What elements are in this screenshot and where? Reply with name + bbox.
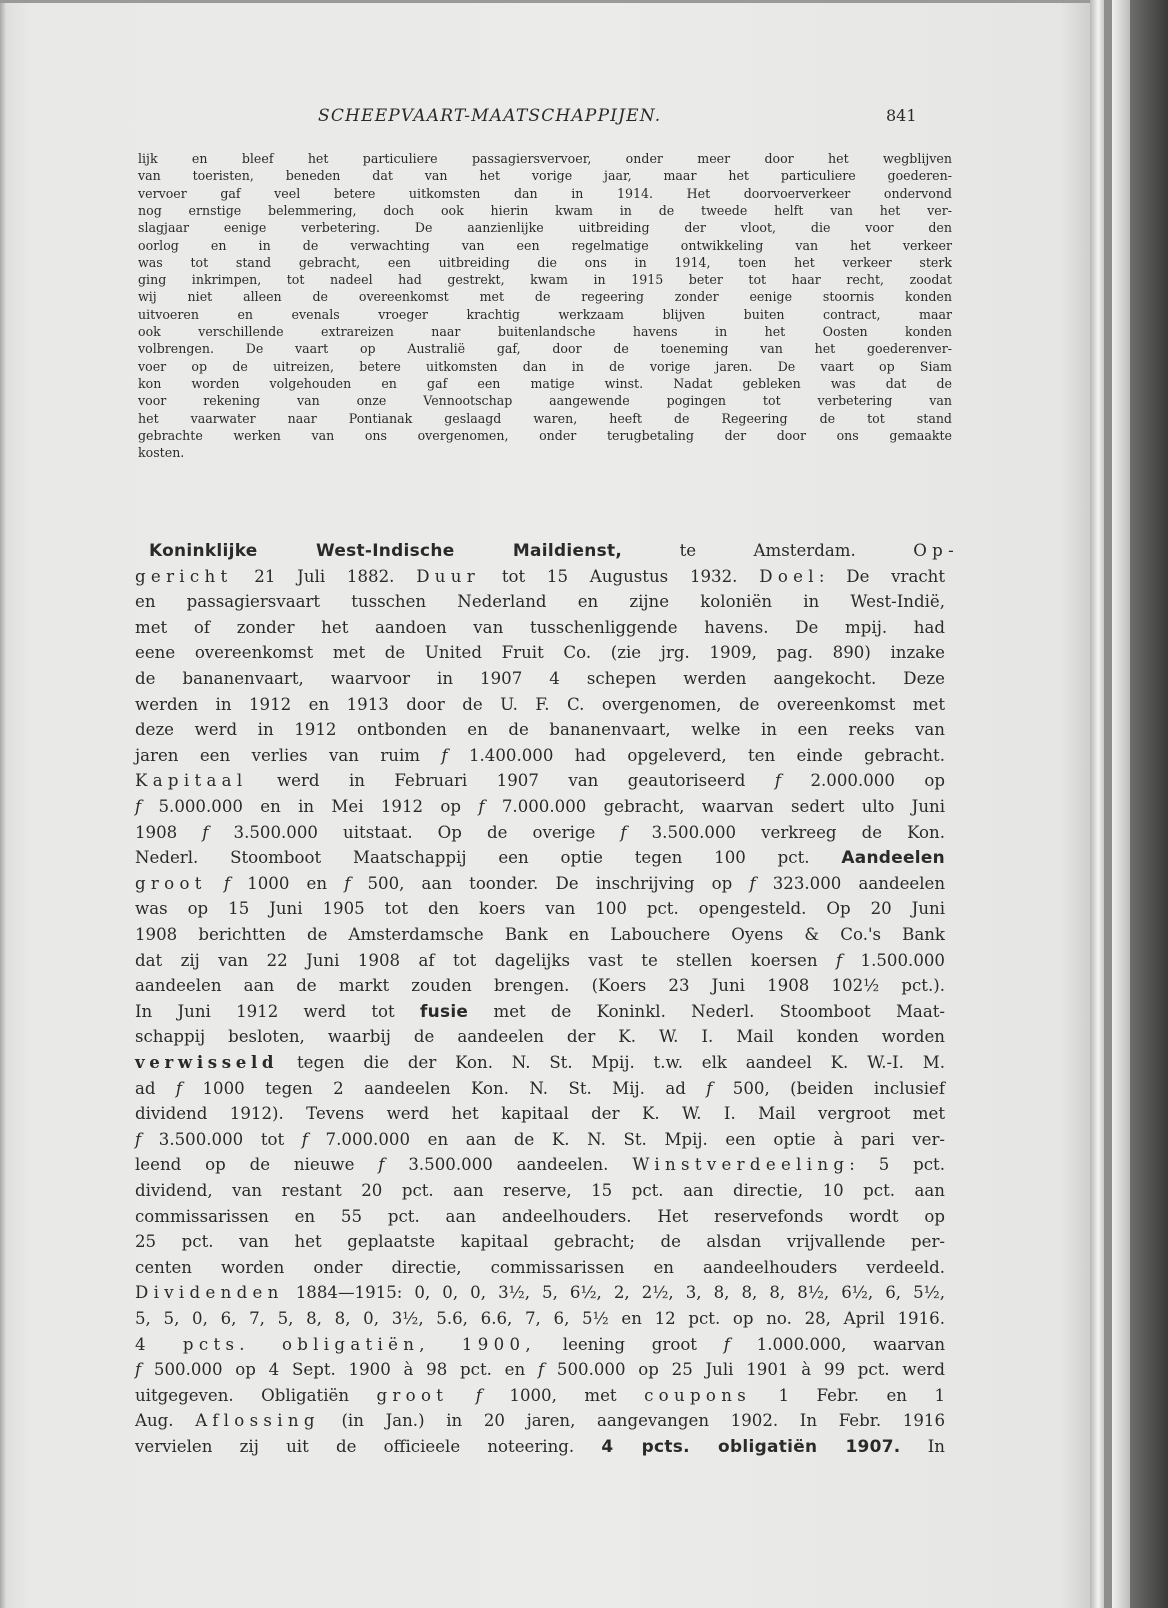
text-segment: (in Jan.) in 20 jaren, aangevangen 1902. In Febr. 1916 [319, 1411, 945, 1431]
text-line [138, 271, 952, 288]
spaced-emphasis-text: Kapitaal [135, 771, 248, 791]
text-segment: van toeristen, beneden dat van het vorige jaar, maar het particuliere goederen- [138, 168, 952, 184]
text-line [135, 1306, 945, 1331]
text-segment: de bananenvaart, waarvoor in 1907 4 schepen werden aangekocht. Deze [135, 669, 945, 688]
text-segment: wij niet alleen de overeenkomst met de regeering zonder eenige stoornis konden [138, 289, 952, 305]
text-segment: jaren een verlies van ruim [135, 745, 442, 765]
bold-heading-text: Aandeelen [841, 847, 945, 868]
text-segment: 500.000 op 4 Sept. 1900 à 98 pct. en [141, 1360, 538, 1380]
text-segment: 500.000 op 25 Juli 1901 à 99 pct. werd [544, 1360, 945, 1380]
text-segment: lijk en bleef het particuliere passagiersvervoer, onder meer door het wegblijven [138, 151, 952, 166]
text-line [138, 288, 952, 305]
text-segment [448, 1386, 475, 1405]
text-segment: was op 15 Juni 1905 tot den koers van 100 pct. opengesteld. Op 20 Juni [135, 899, 945, 919]
text-segment: tot 15 Augustus 1932. [480, 566, 760, 586]
text-line [135, 1050, 945, 1075]
florin-symbol: f [835, 950, 843, 970]
text-line [138, 358, 952, 375]
text-segment: uitvoeren en evenals vroeger krachtig werkzaam blijven buiten contract, maar [138, 306, 952, 322]
text-segment: 1884—1915: 0, 0, 0, 3½, 5, 6½, 2, 2½, 3, 8, 8, 8, 8½, 6½, 6, 5½, [283, 1283, 945, 1303]
page-number: 841 [886, 106, 917, 125]
text-segment: met de Koninkl. Nederl. Stoomboot Maat- [468, 1001, 945, 1021]
florin-symbol: f [135, 797, 142, 816]
text-segment: te Amsterdam. [622, 541, 914, 560]
text-segment: 5.000.000 en in Mei 1912 op [141, 797, 479, 816]
text-line [135, 1255, 945, 1280]
text-line [135, 1127, 945, 1152]
text-segment: voor rekening van onze Vennootschap aangewende pogingen tot verbetering van [138, 393, 952, 409]
text-segment: 7.000.000 gebracht, waarvan sedert ulto Juni [484, 797, 946, 816]
text-segment: 1000 tegen 2 aandeelen Kon. N. St. Mij. ad [182, 1078, 707, 1098]
text-segment: werd in Februari 1907 van geautoriseerd [247, 771, 775, 791]
text-segment: 2.000.000 op [781, 771, 945, 791]
text-line [138, 202, 952, 219]
page-stack-edge [1090, 0, 1104, 1608]
text-segment: 500, aan toonder. De inschrijving op [350, 873, 750, 893]
text-line [135, 1280, 945, 1305]
text-segment: ging inkrimpen, tot nadeel had gestrekt, kwam in 1915 beter tot haar recht, zoodat [138, 272, 952, 288]
text-segment: deze werd in 1912 ontbonden en de bananenvaart, welke in een reeks van [135, 720, 945, 740]
spaced-emphasis-text: Duur [416, 566, 481, 586]
text-line [138, 185, 952, 202]
text-segment: vervoer gaf veel betere uitkomsten dan in 1914. Het doorvoerverkeer ondervond [138, 185, 952, 201]
text-line [138, 219, 952, 236]
text-segment: 7.000.000 en aan de K. N. St. Mpij. een optie à pari ver- [307, 1129, 945, 1149]
text-line [135, 692, 945, 717]
text-line [135, 896, 945, 921]
florin-symbol: f [441, 745, 448, 765]
text-segment: 1908 [135, 822, 203, 842]
florin-symbol: f [475, 1385, 482, 1405]
text-segment: dividend, van restant 20 pct. aan reserve, 15 pct. aan directie, 10 pct. aan [135, 1181, 945, 1200]
bold-heading-text: Koninklijke West-Indische Maildienst, [149, 540, 623, 560]
text-segment: Nederl. Stoomboot Maatschappij een optie tegen 100 pct. [135, 848, 842, 868]
text-segment: : 5 pct. [849, 1155, 945, 1175]
text-line [135, 922, 945, 947]
bold-heading-text: fusie [419, 1000, 469, 1021]
text-line [138, 375, 952, 392]
text-segment: oorlog en in de verwachting van een regelmatige ontwikkeling van het verkeer [138, 237, 952, 253]
spaced-emphasis-text: Winstverdeeling [632, 1155, 850, 1175]
florin-symbol: f [223, 873, 231, 893]
text-segment: 323.000 aandeelen [755, 873, 946, 893]
page-stack-edge [1104, 0, 1112, 1608]
spaced-emphasis-text: gericht [135, 566, 233, 586]
text-line [135, 1383, 945, 1408]
text-line [138, 444, 952, 461]
text-line [135, 820, 945, 845]
florin-symbol: f [723, 1334, 730, 1354]
text-line [135, 666, 945, 691]
text-segment: 25 pct. van het geplaatste kapitaal gebracht; de alsdan vrijvallende per- [135, 1232, 945, 1252]
spaced-emphasis-text: verwisseld [135, 1052, 279, 1072]
text-line [135, 1204, 945, 1229]
text-segment: 1.500.000 [842, 950, 945, 970]
text-line [135, 948, 945, 973]
text-segment: het vaarwater naar Pontianak geslaagd waren, heeft de Regeering de tot stand [138, 410, 952, 426]
text-segment: Aug. [135, 1411, 196, 1431]
text-segment: commissarissen en 55 pct. aan andeelhouders. Het reservefonds wordt op [135, 1206, 945, 1226]
text-segment: leend op de nieuwe [135, 1155, 379, 1175]
text-segment: 500, (beiden inclusief [712, 1078, 945, 1098]
text-line [138, 323, 952, 340]
text-line [138, 150, 952, 167]
florin-symbol: f [135, 1129, 142, 1149]
text-segment: gebrachte werken van ons overgenomen, onder terugbetaling der door ons gemaakte [138, 427, 952, 443]
page-left-edge [0, 0, 6, 1608]
text-line [135, 1408, 945, 1433]
text-line [135, 615, 945, 640]
spaced-emphasis-text: 4 pcts. obligatiën, 1900, [135, 1334, 537, 1354]
text-line [138, 237, 952, 254]
florin-symbol: f [478, 797, 485, 816]
text-line [138, 392, 952, 409]
text-line [138, 410, 952, 427]
text-line [135, 1101, 945, 1126]
text-segment: dat zij van 22 Juni 1908 af tot dagelijks vast te stellen koersen [135, 950, 836, 970]
text-segment: 21 Juli 1882. [232, 566, 417, 586]
text-line [138, 167, 952, 184]
book-binding-edge [1130, 0, 1168, 1608]
spaced-emphasis-text: groot [376, 1385, 449, 1405]
text-line [135, 1076, 945, 1101]
text-line [135, 871, 945, 896]
spaced-emphasis-text: groot [135, 873, 207, 893]
text-line [135, 717, 945, 742]
text-line [135, 1434, 945, 1459]
text-segment: 1000 en [230, 873, 345, 893]
florin-symbol: f [175, 1078, 183, 1098]
text-line [135, 1332, 945, 1357]
text-segment: 3.500.000 aandeelen. [384, 1155, 633, 1175]
text-line [135, 1357, 945, 1382]
text-segment: ook verschillende extrareizen naar buitenlandsche havens in het Oosten konden [138, 324, 952, 339]
text-line [138, 254, 952, 271]
text-segment: ad [135, 1078, 176, 1098]
text-line [138, 427, 952, 444]
text-segment: schappij besloten, waarbij de aandeelen der K. W. I. Mail konden worden [135, 1027, 945, 1047]
scan-top-edge [0, 0, 1168, 3]
text-line [135, 1024, 945, 1049]
text-line [138, 306, 952, 323]
text-segment: 1.400.000 had opgeleverd, ten einde gebracht. [447, 745, 945, 765]
text-segment: en passagiersvaart tusschen Nederland en zijne koloniën in West-Indië, [135, 592, 945, 612]
text-segment: 3.500.000 uitstaat. Op de overige [208, 822, 621, 842]
text-segment: : De vracht [818, 566, 946, 586]
text-segment: 1908 berichtten de Amsterdamsche Bank en Labouchere Oyens & Co.'s Bank [135, 925, 945, 944]
text-segment: centen worden onder directie, commissarissen en aandeelhouders verdeeld. [135, 1257, 945, 1277]
florin-symbol: f [202, 822, 209, 842]
text-line [135, 564, 945, 589]
text-segment: aandeelen aan de markt zouden brengen. (Koers 23 Juni 1908 102½ pct.). [135, 976, 945, 996]
florin-symbol: f [344, 873, 351, 893]
spaced-emphasis-text: Doel [759, 566, 819, 586]
text-line [135, 743, 945, 768]
text-segment: vervielen zij uit de officieele noteering. [135, 1437, 602, 1456]
spaced-emphasis-text: Op- [913, 541, 959, 560]
text-segment: met of zonder het aandoen van tusschenliggende havens. De mpij. had [135, 617, 945, 637]
text-line [135, 640, 945, 665]
text-segment: dividend 1912). Tevens werd het kapitaal der K. W. I. Mail vergroot met [135, 1104, 945, 1124]
text-line [135, 1229, 945, 1254]
text-segment: uitgegeven. Obligatiën [135, 1385, 377, 1405]
text-segment: kosten. [138, 445, 185, 461]
florin-symbol: f [620, 822, 627, 842]
text-segment: 3.500.000 verkreeg de Kon. [626, 822, 945, 842]
text-segment: 5, 5, 0, 6, 7, 5, 8, 8, 0, 3½, 5.6, 6.6, 7, 6, 5½ en 12 pct. op no. 28, April 1916. [135, 1309, 945, 1328]
text-segment: volbrengen. De vaart op Australië gaf, door de toeneming van het goederenver- [138, 341, 952, 357]
text-segment: In Juni 1912 werd tot [135, 1001, 420, 1021]
florin-symbol: f [135, 1360, 142, 1380]
text-segment: voer op de uitreizen, betere uitkomsten dan in de vorige jaren. De vaart op Siam [138, 358, 952, 374]
text-segment: In [900, 1437, 945, 1456]
text-segment [207, 874, 224, 893]
text-segment: 1.000.000, waarvan [729, 1334, 946, 1354]
text-segment: nog ernstige belemmering, doch ook hierin kwam in de tweede helft van het ver- [138, 202, 952, 218]
florin-symbol: f [706, 1078, 713, 1098]
spaced-emphasis-text: Dividenden [135, 1283, 284, 1303]
text-line [138, 340, 952, 357]
text-segment: leening groot [536, 1334, 724, 1354]
text-line [135, 794, 945, 819]
text-line [135, 768, 945, 793]
text-segment: eene overeenkomst met de United Fruit Co. (zie jrg. 1909, pag. 890) inzake [135, 643, 945, 663]
spaced-emphasis-text: coupons [644, 1385, 752, 1405]
spaced-emphasis-text: Aflossing [195, 1411, 320, 1431]
text-line [135, 589, 945, 614]
text-segment: 1000, met [481, 1385, 645, 1405]
text-segment: slagjaar eenige verbetering. De aanzienlijke uitbreiding der vloot, die voor den [138, 220, 952, 236]
text-line [135, 845, 945, 870]
text-segment: 1 Febr. en 1 [751, 1385, 945, 1405]
text-segment: kon worden volgehouden en gaf een matige winst. Nadat gebleken was dat de [138, 375, 952, 391]
florin-symbol: f [378, 1155, 385, 1175]
text-line [135, 1178, 945, 1203]
text-line [135, 973, 945, 998]
page-stack-edge [1112, 0, 1130, 1608]
text-segment: was tot stand gebracht, een uitbreiding die ons in 1914, toen het verkeer sterk [138, 254, 952, 270]
florin-symbol: f [749, 873, 756, 893]
text-line [135, 999, 945, 1024]
running-header-title: SCHEEPVAART-MAATSCHAPPIJEN. [318, 106, 662, 126]
text-line [135, 1152, 945, 1177]
text-segment: 3.500.000 tot [141, 1129, 302, 1149]
text-line [135, 538, 959, 563]
text-segment: werden in 1912 en 1913 door de U. F. C. overgenomen, de overeenkomst met [135, 694, 945, 714]
text-segment: tegen die der Kon. N. St. Mpij. t.w. elk aandeel K. W.-I. M. [278, 1053, 945, 1072]
florin-symbol: f [537, 1360, 545, 1380]
bold-heading-text: 4 pcts. obligatiën 1907. [601, 1436, 901, 1456]
florin-symbol: f [774, 771, 782, 791]
florin-symbol: f [301, 1129, 308, 1149]
